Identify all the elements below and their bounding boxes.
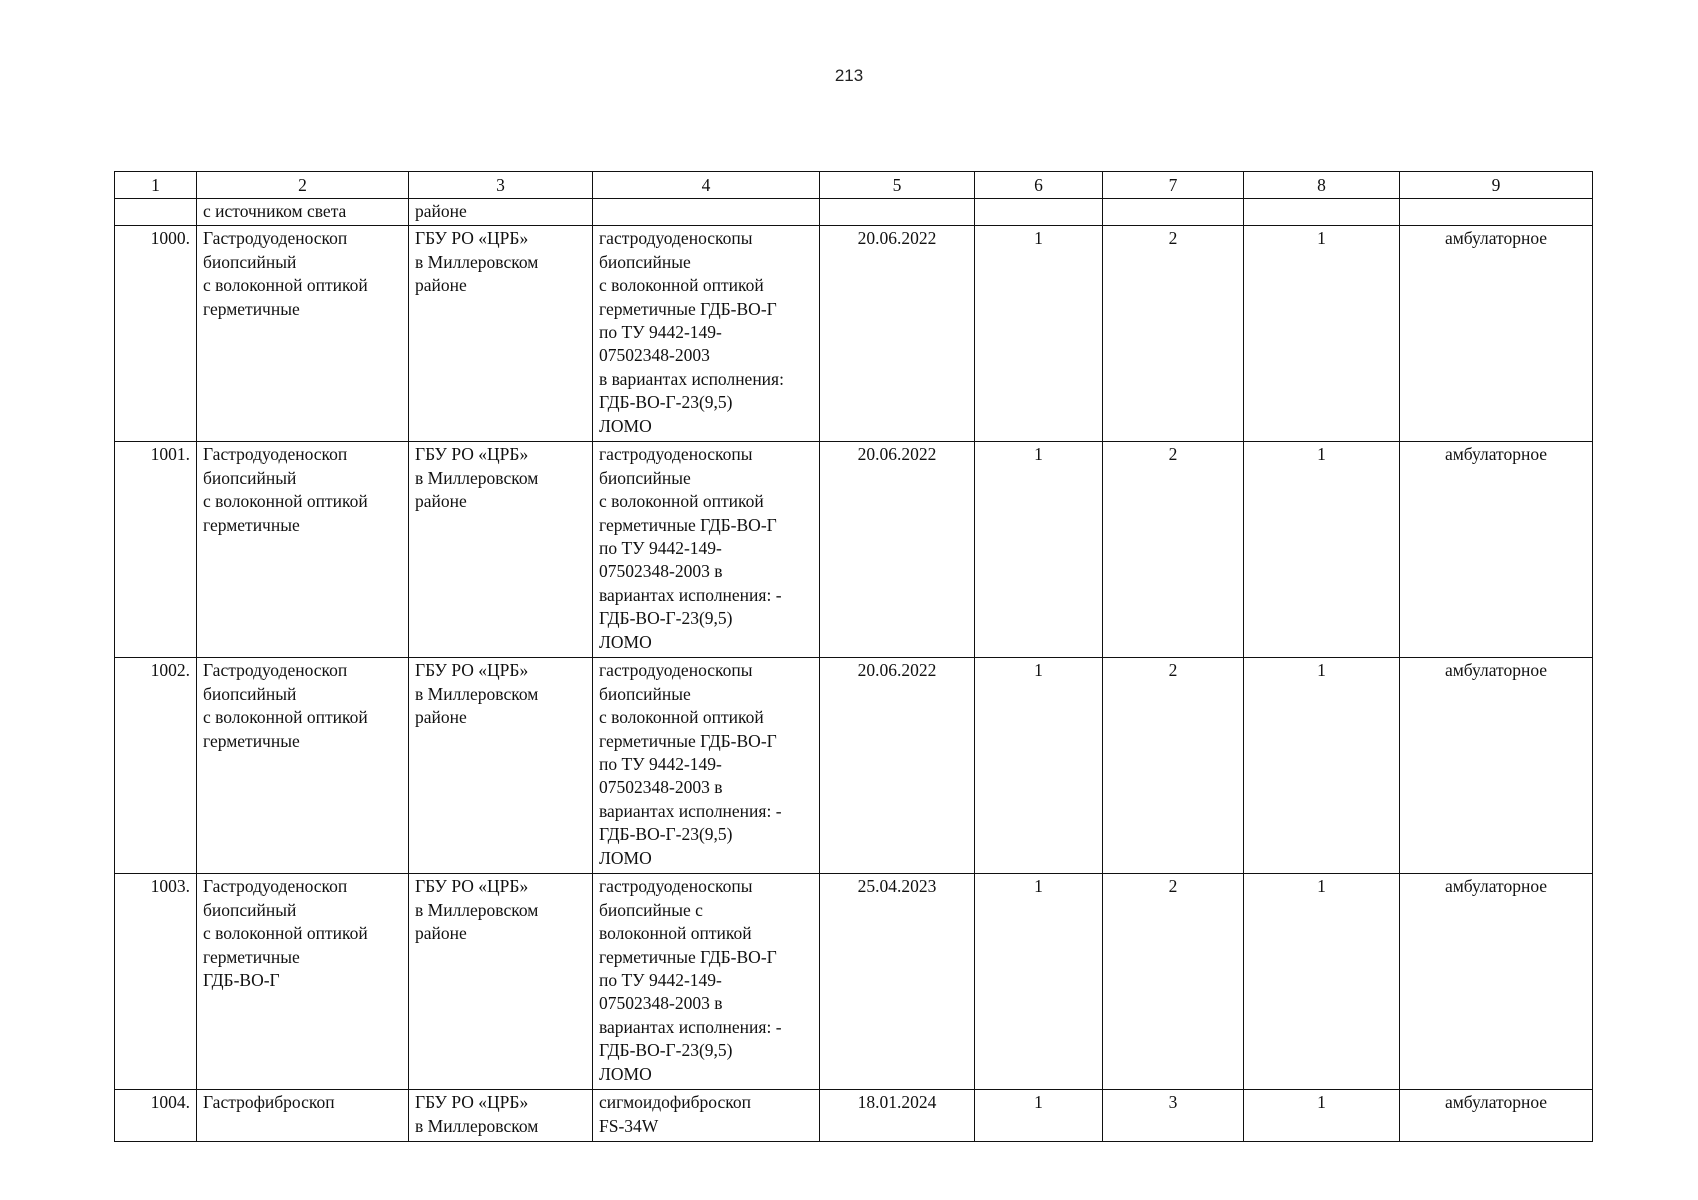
cell-line: с волоконной оптикой	[599, 707, 764, 728]
cell-line: гастродуоденоскопы	[599, 228, 753, 249]
cell-line: ГБУ РО «ЦРБ»	[415, 876, 529, 897]
cell-description	[593, 442, 820, 658]
cell-line: в Миллеровском	[415, 467, 539, 488]
cell-line: 07502348-2003 в	[599, 777, 723, 798]
header-col-8: 8	[1244, 172, 1400, 199]
cell-line: районе	[415, 707, 467, 728]
cell-line: ЛОМО	[599, 847, 652, 868]
cell-col6: 1	[975, 1090, 1103, 1142]
header-col-5: 5	[820, 172, 975, 199]
cell-line: герметичные	[203, 946, 300, 967]
cell-line: Гастродуоденоскоп	[203, 228, 348, 249]
cell-line: по ТУ 9442-149-	[599, 322, 722, 343]
cell-care-type: амбулаторное	[1400, 1090, 1593, 1142]
cell-line: биопсийный	[203, 467, 297, 488]
cell-organization	[409, 199, 593, 226]
page-number: 213	[834, 66, 864, 85]
cell-col7: 2	[1103, 874, 1244, 1090]
cell-equipment-name	[197, 1090, 409, 1142]
cell-line: сигмоидофиброскоп	[599, 1092, 751, 1113]
table-row	[115, 874, 1593, 1090]
cell-care-type	[1400, 199, 1593, 226]
header-col-3: 3	[409, 172, 593, 199]
table-row	[115, 1090, 1593, 1142]
cell-line: ГБУ РО «ЦРБ»	[415, 660, 529, 681]
cell-number: 1000.	[115, 226, 197, 442]
cell-line: биопсийный	[203, 683, 297, 704]
header-col-6: 6	[975, 172, 1103, 199]
cell-col7: 2	[1103, 226, 1244, 442]
cell-care-type: амбулаторное	[1400, 658, 1593, 874]
cell-col6: 1	[975, 874, 1103, 1090]
cell-line: Гастродуоденоскоп	[203, 660, 348, 681]
cell-line: ГДБ-ВО-Г-23(9,5)	[599, 824, 733, 845]
cell-col7: 2	[1103, 442, 1244, 658]
cell-line: FS-34W	[599, 1115, 659, 1136]
cell-equipment-name	[197, 199, 409, 226]
cell-description	[593, 226, 820, 442]
cell-equipment-name	[197, 226, 409, 442]
cell-number: 1001.	[115, 442, 197, 658]
equipment-table	[114, 171, 1593, 1142]
cell-line: Гастродуоденоскоп	[203, 876, 348, 897]
cell-organization	[409, 226, 593, 442]
cell-description	[593, 874, 820, 1090]
cell-line: ГБУ РО «ЦРБ»	[415, 228, 529, 249]
cell-line: ГДБ-ВО-Г	[203, 970, 280, 991]
cell-line: ГБУ РО «ЦРБ»	[415, 1092, 529, 1113]
cell-line: 07502348-2003	[599, 345, 710, 366]
header-col-7: 7	[1103, 172, 1244, 199]
cell-number: 1002.	[115, 658, 197, 874]
cell-col8: 1	[1244, 442, 1400, 658]
cell-line: волоконной оптикой	[599, 923, 752, 944]
cell-line: с волоконной оптикой	[203, 491, 368, 512]
cell-line: с источником света	[203, 201, 347, 222]
cell-line: с волоконной оптикой	[599, 275, 764, 296]
cell-line: ЛОМО	[599, 1063, 652, 1084]
cell-date: 25.04.2023	[820, 874, 975, 1090]
cell-organization	[409, 874, 593, 1090]
cell-line: герметичные	[203, 298, 300, 319]
cell-description	[593, 199, 820, 226]
cell-col6: 1	[975, 226, 1103, 442]
cell-line: по ТУ 9442-149-	[599, 970, 722, 991]
header-col-9: 9	[1400, 172, 1593, 199]
cell-line: ГБУ РО «ЦРБ»	[415, 444, 529, 465]
cell-line: 07502348-2003 в	[599, 561, 723, 582]
cell-line: ЛОМО	[599, 631, 652, 652]
cell-line: ГДБ-ВО-Г-23(9,5)	[599, 1040, 733, 1061]
cell-col6	[975, 199, 1103, 226]
cell-date: 20.06.2022	[820, 442, 975, 658]
cell-line: районе	[415, 201, 467, 222]
cell-line: биопсийный	[203, 251, 297, 272]
cell-line: в Миллеровском	[415, 1115, 539, 1136]
cell-line: с волоконной оптикой	[203, 707, 368, 728]
cell-care-type: амбулаторное	[1400, 874, 1593, 1090]
cell-line: гастродуоденоскопы	[599, 876, 753, 897]
cell-col7: 2	[1103, 658, 1244, 874]
cell-col8: 1	[1244, 874, 1400, 1090]
cell-line: герметичные ГДБ-ВО-Г	[599, 946, 777, 967]
cell-col8: 1	[1244, 226, 1400, 442]
cell-line: в Миллеровском	[415, 899, 539, 920]
cell-line: 07502348-2003 в	[599, 993, 723, 1014]
cell-description	[593, 1090, 820, 1142]
cell-equipment-name	[197, 658, 409, 874]
header-row	[115, 172, 1593, 199]
cell-line: в вариантах исполнения:	[599, 368, 784, 389]
cell-equipment-name	[197, 874, 409, 1090]
cell-line: Гастрофиброскоп	[203, 1092, 335, 1113]
cell-line: с волоконной оптикой	[203, 275, 368, 296]
cell-line: гастродуоденоскопы	[599, 660, 753, 681]
cell-line: вариантах исполнения: -	[599, 584, 782, 605]
cell-date: 20.06.2022	[820, 226, 975, 442]
cell-line: герметичные ГДБ-ВО-Г	[599, 298, 777, 319]
cell-line: районе	[415, 923, 467, 944]
cell-line: биопсийные с	[599, 899, 703, 920]
cell-line: биопсийные	[599, 251, 691, 272]
cell-date: 20.06.2022	[820, 658, 975, 874]
cell-date: 18.01.2024	[820, 1090, 975, 1142]
cell-line: по ТУ 9442-149-	[599, 538, 722, 559]
cell-date	[820, 199, 975, 226]
cell-col6: 1	[975, 442, 1103, 658]
table-row	[115, 226, 1593, 442]
cell-line: биопсийные	[599, 467, 691, 488]
cell-line: в Миллеровском	[415, 251, 539, 272]
cell-line: районе	[415, 275, 467, 296]
cell-care-type: амбулаторное	[1400, 442, 1593, 658]
cell-col7: 3	[1103, 1090, 1244, 1142]
cell-line: биопсийный	[203, 899, 297, 920]
cell-line: вариантах исполнения: -	[599, 800, 782, 821]
cell-line: ГДБ-ВО-Г-23(9,5)	[599, 608, 733, 629]
cell-line: с волоконной оптикой	[599, 491, 764, 512]
cell-description	[593, 658, 820, 874]
cell-line: районе	[415, 491, 467, 512]
cell-col8: 1	[1244, 658, 1400, 874]
cell-col8	[1244, 199, 1400, 226]
cell-equipment-name	[197, 442, 409, 658]
cell-line: с волоконной оптикой	[203, 923, 368, 944]
table-row	[115, 442, 1593, 658]
cell-line: ЛОМО	[599, 415, 652, 436]
cell-line: Гастродуоденоскоп	[203, 444, 348, 465]
cell-line: по ТУ 9442-149-	[599, 754, 722, 775]
cell-care-type: амбулаторное	[1400, 226, 1593, 442]
cell-line: герметичные ГДБ-ВО-Г	[599, 730, 777, 751]
cell-number: 1003.	[115, 874, 197, 1090]
cell-col6: 1	[975, 658, 1103, 874]
cell-line: герметичные ГДБ-ВО-Г	[599, 514, 777, 535]
cell-organization	[409, 442, 593, 658]
cell-line: вариантах исполнения: -	[599, 1016, 782, 1037]
cell-line: в Миллеровском	[415, 683, 539, 704]
cell-number: 1004.	[115, 1090, 197, 1142]
cell-number	[115, 199, 197, 226]
cell-line: ГДБ-ВО-Г-23(9,5)	[599, 392, 733, 413]
header-col-1: 1	[115, 172, 197, 199]
header-col-4: 4	[593, 172, 820, 199]
cell-organization	[409, 658, 593, 874]
header-col-2: 2	[197, 172, 409, 199]
table-row	[115, 658, 1593, 874]
table-body	[115, 199, 1593, 1142]
cell-line: герметичные	[203, 730, 300, 751]
cell-col7	[1103, 199, 1244, 226]
cell-line: биопсийные	[599, 683, 691, 704]
cell-line: гастродуоденоскопы	[599, 444, 753, 465]
cell-line: герметичные	[203, 514, 300, 535]
continuation-row	[115, 199, 1593, 226]
cell-organization	[409, 1090, 593, 1142]
cell-col8: 1	[1244, 1090, 1400, 1142]
